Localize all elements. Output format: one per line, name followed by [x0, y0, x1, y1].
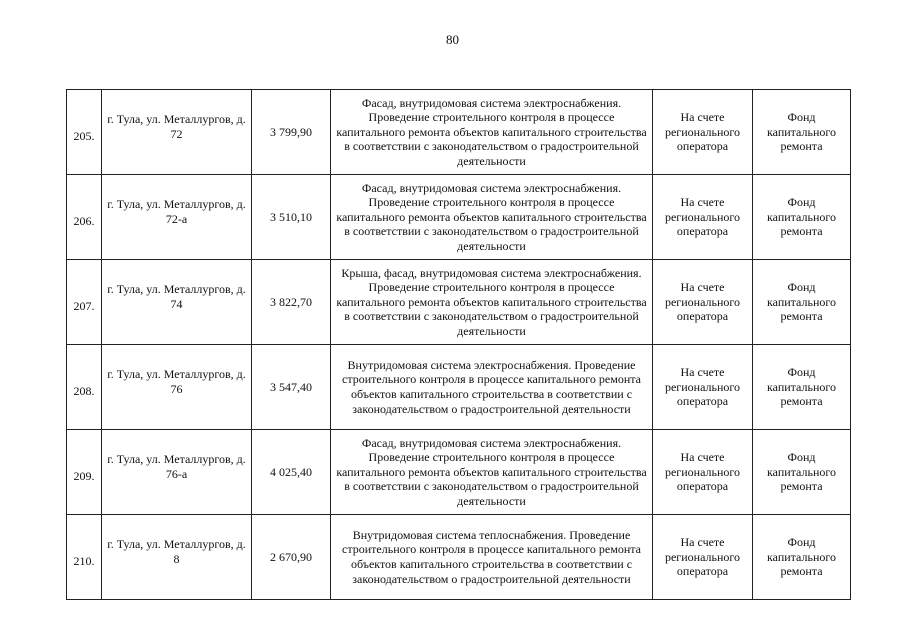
- row-fund-cell: [753, 430, 851, 515]
- row-number-cell: [67, 260, 102, 345]
- table-row: [67, 175, 851, 260]
- row-account-cell: [653, 515, 753, 600]
- row-cost-cell: [252, 175, 331, 260]
- row-works: Внутридомовая система электроснабжения. Проведение строительного контроля в процессе капитального ремонта объектов капитального строительства в соответствии с законодательством о градостроительной деятельности: [342, 357, 641, 416]
- row-number: 208.: [73, 383, 95, 398]
- row-address-cell: [102, 90, 252, 175]
- row-cost: 3 799,90: [270, 124, 312, 139]
- page-number: 80: [446, 32, 459, 47]
- row-works-cell: [331, 430, 653, 515]
- row-address: г. Тула, ул. Металлургов, д. 74: [107, 282, 246, 311]
- row-works-cell: [331, 260, 653, 345]
- row-fund-cell: [753, 260, 851, 345]
- table-row: [67, 90, 851, 175]
- row-address: г. Тула, ул. Металлургов, д. 76-а: [107, 452, 246, 481]
- row-works: Фасад, внутридомовая система электроснабжения. Проведение строительного контроля в процессе капитального ремонта объектов капитального строительства в соответствии с законодательством о градостроительной деятельности: [336, 95, 647, 168]
- works-table: [66, 89, 851, 600]
- row-number: 207.: [73, 298, 95, 313]
- row-works: Крыша, фасад, внутридомовая система электроснабжения. Проведение строительного контроля в процессе капитального ремонта объектов капитального строительства в соответствии с законодательством о градостроительной деятельности: [336, 265, 647, 338]
- row-account-cell: [653, 90, 753, 175]
- row-fund: Фонд капитального ремонта: [767, 535, 836, 579]
- row-fund: Фонд капитального ремонта: [767, 195, 836, 239]
- row-number-cell: [67, 345, 102, 430]
- row-account: На счете регионального оператора: [664, 110, 741, 154]
- row-address-cell: [102, 515, 252, 600]
- row-fund: Фонд капитального ремонта: [767, 110, 836, 154]
- row-address-cell: [102, 175, 252, 260]
- row-number-cell: [67, 90, 102, 175]
- row-account: На счете регионального оператора: [664, 280, 741, 324]
- row-number-cell: [67, 430, 102, 515]
- row-fund: Фонд капитального ремонта: [767, 365, 836, 409]
- table-row: [67, 260, 851, 345]
- row-works: Фасад, внутридомовая система электроснабжения. Проведение строительного контроля в процессе капитального ремонта объектов капитального строительства в соответствии с законодательством о градостроительной деятельности: [336, 435, 647, 508]
- row-account-cell: [653, 175, 753, 260]
- row-account-cell: [653, 430, 753, 515]
- row-fund: Фонд капитального ремонта: [767, 450, 836, 494]
- row-works-cell: [331, 175, 653, 260]
- row-works: Фасад, внутридомовая система электроснабжения. Проведение строительного контроля в процессе капитального ремонта объектов капитального строительства в соответствии с законодательством о градостроительной деятельности: [336, 180, 647, 253]
- row-cost-cell: [252, 260, 331, 345]
- row-number-cell: [67, 175, 102, 260]
- row-cost-cell: [252, 345, 331, 430]
- row-number: 210.: [73, 553, 95, 568]
- row-fund-cell: [753, 345, 851, 430]
- row-account: На счете регионального оператора: [664, 450, 741, 494]
- row-address-cell: [102, 260, 252, 345]
- row-works-cell: [331, 345, 653, 430]
- row-cost: 2 670,90: [270, 549, 312, 564]
- row-works-cell: [331, 90, 653, 175]
- row-account-cell: [653, 260, 753, 345]
- table-body: [67, 90, 851, 600]
- table-row: [67, 345, 851, 430]
- row-works-cell: [331, 515, 653, 600]
- row-works: Внутридомовая система теплоснабжения. Проведение строительного контроля в процессе капитального ремонта объектов капитального строительства в соответствии с законодательством о градостроительной деятельности: [342, 527, 641, 586]
- row-number: 206.: [73, 213, 95, 228]
- table-row: [67, 515, 851, 600]
- row-account: На счете регионального оператора: [664, 195, 741, 239]
- row-cost: 3 822,70: [270, 294, 312, 309]
- row-fund: Фонд капитального ремонта: [767, 280, 836, 324]
- row-fund-cell: [753, 90, 851, 175]
- row-address: г. Тула, ул. Металлургов, д. 72-а: [107, 197, 246, 226]
- row-fund-cell: [753, 515, 851, 600]
- row-cost: 4 025,40: [270, 464, 312, 479]
- row-fund-cell: [753, 175, 851, 260]
- row-account: На счете регионального оператора: [664, 365, 741, 409]
- row-address: г. Тула, ул. Металлургов, д. 8: [107, 537, 246, 566]
- row-cost: 3 510,10: [270, 209, 312, 224]
- row-number: 205.: [73, 128, 95, 143]
- row-cost-cell: [252, 515, 331, 600]
- row-number-cell: [67, 515, 102, 600]
- row-address: г. Тула, ул. Металлургов, д. 76: [107, 367, 246, 396]
- row-account-cell: [653, 345, 753, 430]
- row-address-cell: [102, 430, 252, 515]
- row-cost-cell: [252, 430, 331, 515]
- row-number: 209.: [73, 468, 95, 483]
- row-address-cell: [102, 345, 252, 430]
- table-row: [67, 430, 851, 515]
- row-account: На счете регионального оператора: [664, 535, 741, 579]
- row-address: г. Тула, ул. Металлургов, д. 72: [107, 112, 246, 141]
- row-cost-cell: [252, 90, 331, 175]
- row-cost: 3 547,40: [270, 379, 312, 394]
